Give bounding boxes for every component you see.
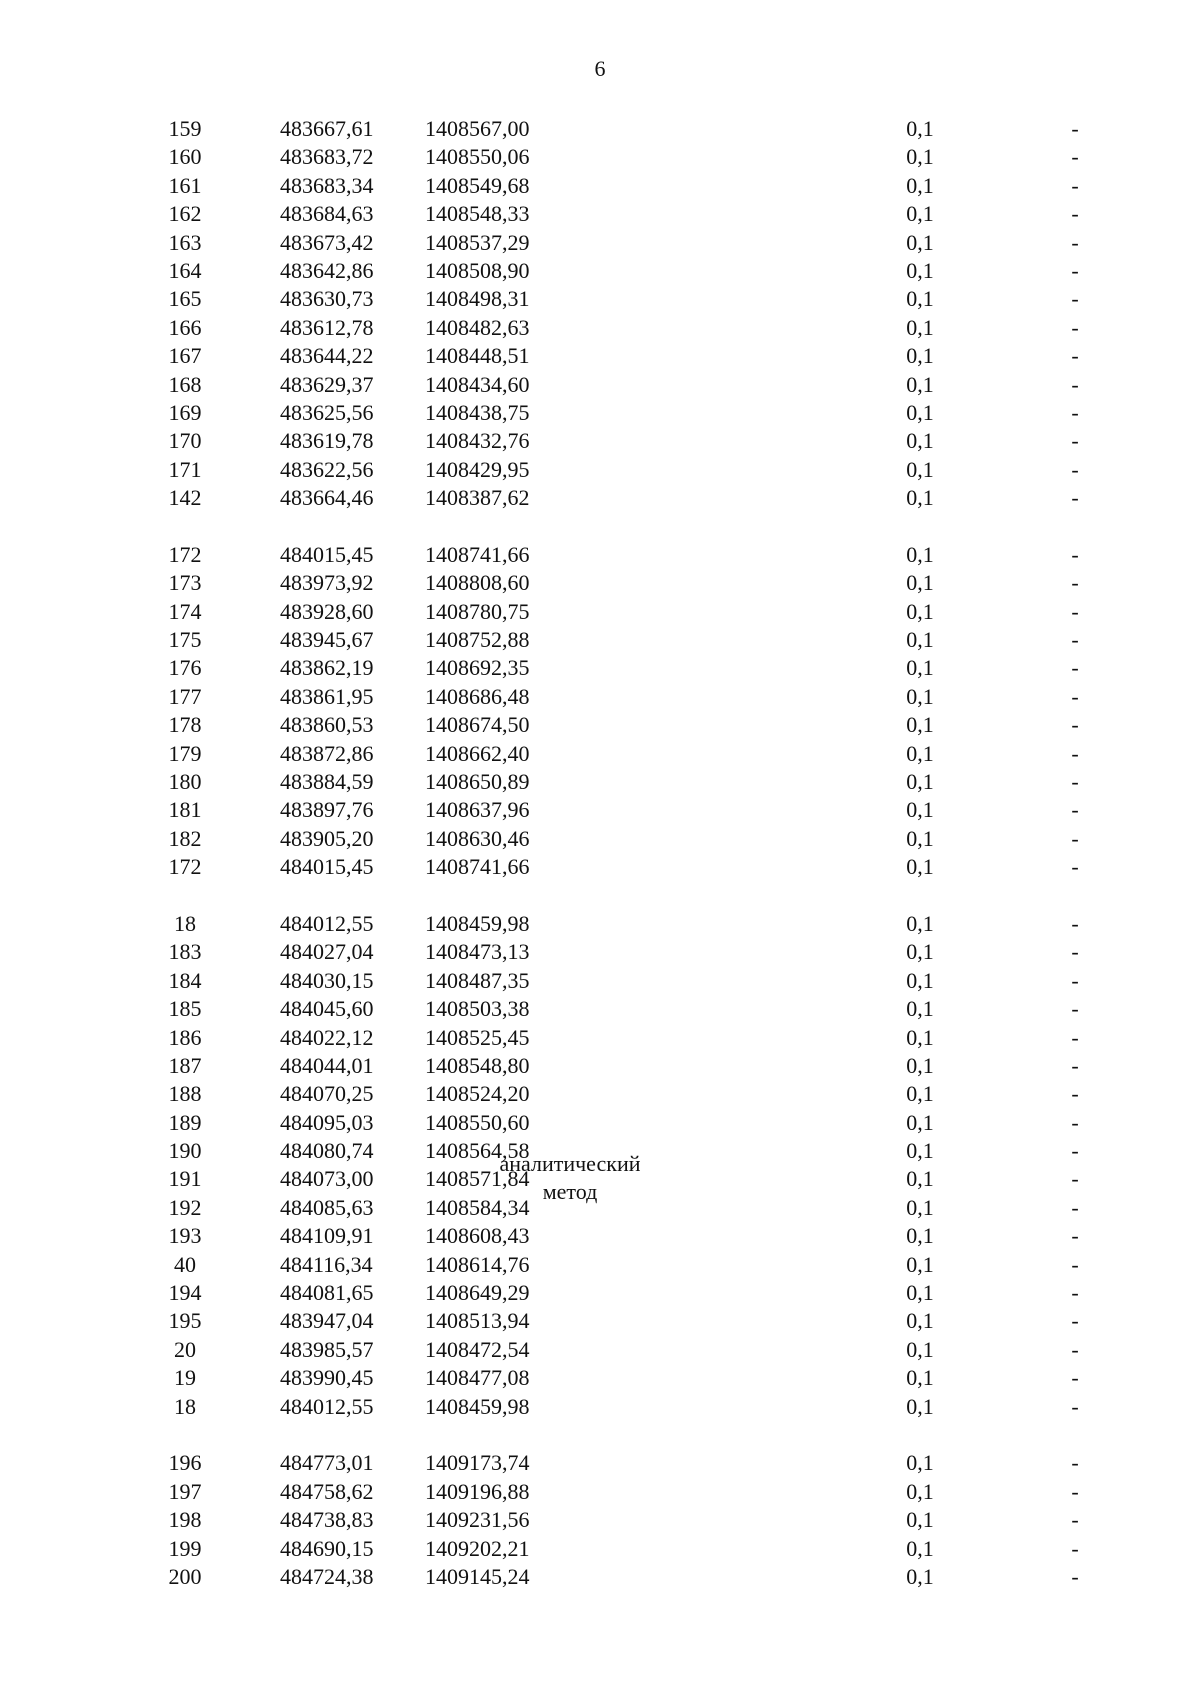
coord-x: 483862,19 (280, 655, 374, 681)
coord-y: 1408482,63 (425, 314, 530, 340)
point-number: 18 (174, 910, 196, 936)
accuracy: 0,1 (906, 1507, 934, 1533)
dash: - (1071, 1194, 1079, 1220)
coord-x: 484109,91 (280, 1223, 374, 1249)
accuracy: 0,1 (906, 456, 934, 482)
coord-x: 484690,15 (280, 1535, 374, 1561)
dash: - (1071, 1024, 1079, 1050)
accuracy: 0,1 (906, 1194, 934, 1220)
coord-x: 484015,45 (280, 854, 374, 880)
dash: - (1071, 1535, 1079, 1561)
point-number: 18 (174, 1393, 196, 1419)
coord-x: 484738,83 (280, 1507, 374, 1533)
coord-y: 1408584,34 (425, 1194, 530, 1220)
point-number: 176 (168, 655, 202, 681)
dash: - (1071, 456, 1079, 482)
accuracy: 0,1 (906, 1024, 934, 1050)
point-number: 19 (174, 1365, 196, 1391)
coord-y: 1408472,54 (425, 1336, 530, 1362)
accuracy: 0,1 (906, 371, 934, 397)
coord-y: 1408550,06 (425, 144, 530, 170)
coord-x: 484081,65 (280, 1280, 374, 1306)
coord-y: 1408513,94 (425, 1308, 530, 1334)
coord-x: 483945,67 (280, 627, 374, 653)
coord-x: 483667,61 (280, 116, 374, 141)
accuracy: 0,1 (906, 1393, 934, 1419)
point-number: 193 (168, 1223, 202, 1249)
accuracy: 0,1 (906, 1280, 934, 1306)
coord-x: 483683,72 (280, 144, 374, 170)
point-number: 163 (168, 229, 202, 255)
point-number: 189 (168, 1109, 202, 1135)
point-number: 142 (168, 485, 202, 511)
table-row (150, 1279, 1110, 1307)
dash: - (1071, 1478, 1079, 1504)
dash: - (1071, 967, 1079, 993)
table-row (150, 938, 1110, 966)
dash: - (1071, 910, 1079, 936)
table-row (150, 853, 1110, 881)
coord-x: 483928,60 (280, 598, 374, 624)
coord-x: 483947,04 (280, 1308, 374, 1334)
dash: - (1071, 797, 1079, 823)
coord-x: 483884,59 (280, 768, 374, 794)
coord-y: 1408525,45 (425, 1024, 530, 1050)
coord-y: 1408434,60 (425, 371, 530, 397)
coord-y: 1408537,29 (425, 229, 530, 255)
point-number: 174 (168, 598, 202, 624)
accuracy: 0,1 (906, 910, 934, 936)
dash: - (1071, 825, 1079, 851)
coord-y: 1409231,56 (425, 1507, 530, 1533)
coord-x: 483905,20 (280, 825, 374, 851)
table-row (150, 626, 1110, 654)
dash: - (1071, 286, 1079, 312)
coord-y: 1408564,58 (425, 1138, 530, 1164)
coord-x: 484758,62 (280, 1478, 374, 1504)
accuracy: 0,1 (906, 399, 934, 425)
accuracy: 0,1 (906, 343, 934, 369)
coord-y: 1408649,29 (425, 1280, 530, 1306)
accuracy: 0,1 (906, 1109, 934, 1135)
dash: - (1071, 371, 1079, 397)
table-row (150, 1080, 1110, 1108)
coord-x: 484073,00 (280, 1166, 374, 1192)
point-number: 198 (168, 1507, 202, 1533)
coord-y: 1408432,76 (425, 428, 530, 454)
accuracy: 0,1 (906, 1478, 934, 1504)
table-row (150, 654, 1110, 682)
coord-x: 483872,86 (280, 740, 374, 766)
point-number: 183 (168, 939, 202, 965)
point-number: 182 (168, 825, 202, 851)
table-row (150, 257, 1110, 285)
accuracy: 0,1 (906, 1365, 934, 1391)
accuracy: 0,1 (906, 683, 934, 709)
coord-y: 1408498,31 (425, 286, 530, 312)
table-row (150, 285, 1110, 313)
coord-x: 484030,15 (280, 967, 374, 993)
point-number: 162 (168, 201, 202, 227)
point-number: 167 (168, 343, 202, 369)
accuracy: 0,1 (906, 1081, 934, 1107)
coord-y: 1408692,35 (425, 655, 530, 681)
dash: - (1071, 655, 1079, 681)
point-number: 199 (168, 1535, 202, 1561)
accuracy: 0,1 (906, 1138, 934, 1164)
coord-y: 1408686,48 (425, 683, 530, 709)
dash: - (1071, 712, 1079, 738)
coord-x: 483619,78 (280, 428, 374, 454)
accuracy: 0,1 (906, 1223, 934, 1249)
table-row (150, 200, 1110, 228)
coord-x: 484012,55 (280, 910, 374, 936)
coord-y: 1408662,40 (425, 740, 530, 766)
table-row (150, 796, 1110, 824)
coord-y: 1408637,96 (425, 797, 530, 823)
coord-y: 1408674,50 (425, 712, 530, 738)
accuracy: 0,1 (906, 1251, 934, 1277)
point-number: 170 (168, 428, 202, 454)
dash: - (1071, 144, 1079, 170)
table-row (150, 1449, 1110, 1477)
dash: - (1071, 1393, 1079, 1419)
table-row (150, 115, 1110, 143)
point-number: 168 (168, 371, 202, 397)
dash: - (1071, 996, 1079, 1022)
accuracy: 0,1 (906, 996, 934, 1022)
dash: - (1071, 1280, 1079, 1306)
table-row (150, 1336, 1110, 1364)
point-number: 194 (168, 1280, 202, 1306)
dash: - (1071, 485, 1079, 511)
accuracy: 0,1 (906, 627, 934, 653)
coord-x: 484027,04 (280, 939, 374, 965)
coordinates-table (150, 115, 1110, 1620)
point-group (150, 115, 1110, 512)
table-row (150, 1535, 1110, 1563)
point-number: 171 (168, 456, 202, 482)
coord-x: 484022,12 (280, 1024, 374, 1050)
coord-y: 1408548,33 (425, 201, 530, 227)
accuracy: 0,1 (906, 172, 934, 198)
accuracy: 0,1 (906, 1308, 934, 1334)
table-row (150, 569, 1110, 597)
coord-y: 1408459,98 (425, 1393, 530, 1419)
table-row (150, 1563, 1110, 1591)
table-row (150, 342, 1110, 370)
accuracy: 0,1 (906, 740, 934, 766)
coord-y: 1408508,90 (425, 257, 530, 283)
point-number: 20 (174, 1336, 196, 1362)
dash: - (1071, 1166, 1079, 1192)
coord-x: 483897,76 (280, 797, 374, 823)
table-row (150, 967, 1110, 995)
dash: - (1071, 201, 1079, 227)
coord-x: 484095,03 (280, 1109, 374, 1135)
table-row (150, 143, 1110, 171)
coord-x: 484012,55 (280, 1393, 374, 1419)
table-row (150, 1506, 1110, 1534)
point-number: 40 (174, 1251, 196, 1277)
accuracy: 0,1 (906, 1336, 934, 1362)
dash: - (1071, 1336, 1079, 1362)
coord-x: 483985,57 (280, 1336, 374, 1362)
accuracy: 0,1 (906, 598, 934, 624)
point-number: 172 (168, 854, 202, 880)
point-number: 179 (168, 740, 202, 766)
point-number: 166 (168, 314, 202, 340)
point-number: 178 (168, 712, 202, 738)
coord-x: 483860,53 (280, 712, 374, 738)
accuracy: 0,1 (906, 825, 934, 851)
coord-y: 1408473,13 (425, 939, 530, 965)
dash: - (1071, 428, 1079, 454)
table-row (150, 314, 1110, 342)
method-note (450, 1150, 690, 1207)
dash: - (1071, 314, 1079, 340)
accuracy: 0,1 (906, 116, 934, 141)
table-row (150, 1307, 1110, 1335)
coord-x: 483973,92 (280, 570, 374, 596)
point-number: 161 (168, 172, 202, 198)
point-number: 160 (168, 144, 202, 170)
coord-x: 484773,01 (280, 1450, 374, 1476)
dash: - (1071, 939, 1079, 965)
coord-x: 483644,22 (280, 343, 374, 369)
coord-x: 483629,37 (280, 371, 374, 397)
coord-y: 1409173,74 (425, 1450, 530, 1476)
accuracy: 0,1 (906, 485, 934, 511)
table-row (150, 598, 1110, 626)
coord-y: 1408567,00 (425, 116, 530, 141)
dash: - (1071, 1507, 1079, 1533)
point-number: 180 (168, 768, 202, 794)
coord-y: 1408741,66 (425, 854, 530, 880)
coord-x: 483664,46 (280, 485, 374, 511)
table-row (150, 229, 1110, 257)
table-row (150, 172, 1110, 200)
dash: - (1071, 768, 1079, 794)
table-row (150, 1251, 1110, 1279)
point-number: 173 (168, 570, 202, 596)
coord-y: 1408808,60 (425, 570, 530, 596)
coord-y: 1408548,80 (425, 1052, 530, 1078)
point-group (150, 541, 1110, 882)
table-row (150, 910, 1110, 938)
point-number: 191 (168, 1166, 202, 1192)
dash: - (1071, 399, 1079, 425)
accuracy: 0,1 (906, 1535, 934, 1561)
dash: - (1071, 1450, 1079, 1476)
coord-y: 1408438,75 (425, 399, 530, 425)
dash: - (1071, 598, 1079, 624)
accuracy: 0,1 (906, 257, 934, 283)
point-number: 169 (168, 399, 202, 425)
accuracy: 0,1 (906, 570, 934, 596)
coord-x: 484116,34 (280, 1251, 373, 1277)
coord-x: 483684,63 (280, 201, 374, 227)
coord-y: 1408752,88 (425, 627, 530, 653)
coord-x: 484085,63 (280, 1194, 374, 1220)
coord-x: 483622,56 (280, 456, 374, 482)
coord-y: 1408477,08 (425, 1365, 530, 1391)
method-note-line-2: метод (542, 1179, 598, 1205)
dash: - (1071, 854, 1079, 880)
accuracy: 0,1 (906, 286, 934, 312)
point-number: 197 (168, 1478, 202, 1504)
coord-x: 483612,78 (280, 314, 374, 340)
coord-x: 483625,56 (280, 399, 374, 425)
accuracy: 0,1 (906, 854, 934, 880)
dash: - (1071, 1138, 1079, 1164)
table-row (150, 1222, 1110, 1250)
point-number: 185 (168, 996, 202, 1022)
table-row (150, 740, 1110, 768)
coord-y: 1409145,24 (425, 1563, 530, 1589)
accuracy: 0,1 (906, 939, 934, 965)
dash: - (1071, 541, 1079, 567)
point-number: 159 (168, 116, 202, 141)
table-row (150, 456, 1110, 484)
accuracy: 0,1 (906, 541, 934, 567)
table-row (150, 1109, 1110, 1137)
accuracy: 0,1 (906, 768, 934, 794)
coord-y: 1408550,60 (425, 1109, 530, 1135)
dash: - (1071, 570, 1079, 596)
coord-x: 483630,73 (280, 286, 374, 312)
coord-x: 483673,42 (280, 229, 374, 255)
coord-y: 1408630,46 (425, 825, 530, 851)
accuracy: 0,1 (906, 144, 934, 170)
coord-y: 1408650,89 (425, 768, 530, 794)
table-row (150, 371, 1110, 399)
point-number: 187 (168, 1052, 202, 1078)
table-row (150, 1364, 1110, 1392)
point-number: 165 (168, 286, 202, 312)
page-number: 6 (594, 56, 606, 81)
coord-y: 1408503,38 (425, 996, 530, 1022)
point-number: 184 (168, 967, 202, 993)
coord-y: 1409196,88 (425, 1478, 530, 1504)
point-number: 188 (168, 1081, 202, 1107)
table-row (150, 825, 1110, 853)
coord-y: 1408571,84 (425, 1166, 530, 1192)
coord-y: 1408780,75 (425, 598, 530, 624)
accuracy: 0,1 (906, 797, 934, 823)
coord-x: 483683,34 (280, 172, 374, 198)
table-row (150, 541, 1110, 569)
dash: - (1071, 683, 1079, 709)
point-number: 164 (168, 257, 202, 283)
dash: - (1071, 172, 1079, 198)
coord-x: 484045,60 (280, 996, 374, 1022)
accuracy: 0,1 (906, 1166, 934, 1192)
coord-y: 1409202,21 (425, 1535, 530, 1561)
accuracy: 0,1 (906, 967, 934, 993)
point-group (150, 1449, 1110, 1591)
accuracy: 0,1 (906, 655, 934, 681)
coord-y: 1408429,95 (425, 456, 530, 482)
coord-y: 1408448,51 (425, 343, 530, 369)
coord-y: 1408741,66 (425, 541, 530, 567)
dash: - (1071, 257, 1079, 283)
dash: - (1071, 116, 1079, 141)
coord-x: 483861,95 (280, 683, 374, 709)
table-row (150, 711, 1110, 739)
coord-x: 484015,45 (280, 541, 374, 567)
point-number: 192 (168, 1194, 202, 1220)
coord-y: 1408608,43 (425, 1223, 530, 1249)
coord-y: 1408387,62 (425, 485, 530, 511)
dash: - (1071, 1365, 1079, 1391)
dash: - (1071, 740, 1079, 766)
point-number: 181 (168, 797, 202, 823)
point-number: 175 (168, 627, 202, 653)
table-row (150, 1052, 1110, 1080)
method-note-line-1: аналитический (499, 1151, 641, 1176)
accuracy: 0,1 (906, 1052, 934, 1078)
coord-x: 484070,25 (280, 1081, 374, 1107)
accuracy: 0,1 (906, 428, 934, 454)
coord-y: 1408459,98 (425, 910, 530, 936)
dash: - (1071, 1109, 1079, 1135)
coord-x: 484080,74 (280, 1138, 374, 1164)
point-number: 172 (168, 541, 202, 567)
coord-y: 1408549,68 (425, 172, 530, 198)
table-row (150, 399, 1110, 427)
coord-x: 483642,86 (280, 257, 374, 283)
table-row (150, 683, 1110, 711)
accuracy: 0,1 (906, 1450, 934, 1476)
dash: - (1071, 1223, 1079, 1249)
point-number: 200 (168, 1563, 202, 1589)
accuracy: 0,1 (906, 201, 934, 227)
table-row (150, 1024, 1110, 1052)
table-row (150, 484, 1110, 512)
table-row (150, 995, 1110, 1023)
coord-x: 484044,01 (280, 1052, 374, 1078)
dash: - (1071, 1052, 1079, 1078)
accuracy: 0,1 (906, 229, 934, 255)
coord-y: 1408487,35 (425, 967, 530, 993)
dash: - (1071, 1308, 1079, 1334)
dash: - (1071, 229, 1079, 255)
dash: - (1071, 1251, 1079, 1277)
table-row (150, 427, 1110, 455)
accuracy: 0,1 (906, 314, 934, 340)
table-row (150, 768, 1110, 796)
dash: - (1071, 627, 1079, 653)
coord-x: 483990,45 (280, 1365, 374, 1391)
point-number: 195 (168, 1308, 202, 1334)
table-row (150, 1478, 1110, 1506)
coord-x: 484724,38 (280, 1563, 374, 1589)
accuracy: 0,1 (906, 712, 934, 738)
dash: - (1071, 1081, 1079, 1107)
point-number: 186 (168, 1024, 202, 1050)
point-number: 190 (168, 1138, 202, 1164)
table-row (150, 1393, 1110, 1421)
dash: - (1071, 1563, 1079, 1589)
point-number: 177 (168, 683, 202, 709)
accuracy: 0,1 (906, 1563, 934, 1589)
point-number: 196 (168, 1450, 202, 1476)
dash: - (1071, 343, 1079, 369)
coord-y: 1408524,20 (425, 1081, 530, 1107)
coord-y: 1408614,76 (425, 1251, 530, 1277)
